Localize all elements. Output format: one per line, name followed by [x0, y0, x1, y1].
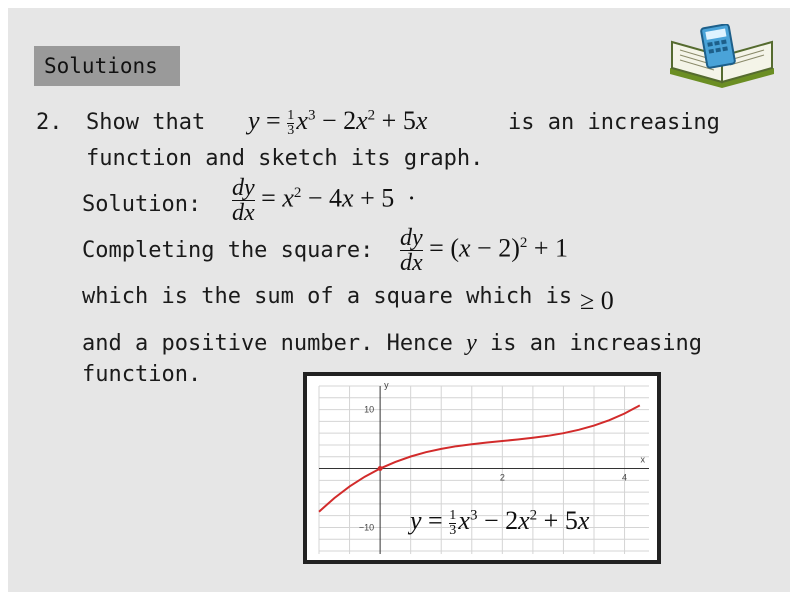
show-that-text: Show that	[86, 110, 206, 135]
solution-label: Solution:	[82, 192, 202, 217]
origin-point	[378, 466, 383, 471]
increasing-text: is an increasing	[508, 110, 720, 135]
y-tick-label: 10	[364, 404, 375, 415]
item-number: 2.	[36, 110, 63, 135]
sketch-text: function and sketch its graph.	[86, 146, 484, 171]
positive-text: and a positive number. Hence y is an increasing	[82, 330, 702, 356]
x-tick-label: 2	[499, 472, 505, 483]
solutions-label: Solutions	[44, 54, 158, 78]
y-tick-label: −10	[358, 522, 375, 533]
completing-label: Completing the square:	[82, 238, 374, 263]
function-text: function.	[82, 362, 202, 387]
derivative-equation: $\frac{dy}{dx}$ = $x^2 - 4x + 5$ ·	[232, 175, 416, 226]
sum-text: which is the sum of a square which is	[82, 284, 573, 309]
solutions-badge	[34, 46, 180, 86]
completed-square-equation: $\frac{dy}{dx}$ = $(x - 2)^2 + 1$	[400, 225, 569, 276]
y-axis-label: y	[384, 380, 389, 390]
graph-equation-label: y = $\frac{1}{3}$ $x^3 - 2x^2 + 5x$	[410, 506, 590, 538]
function-equation: y = $\frac{1}{3}$ $x^3 - 2x^2 + 5x$	[248, 106, 428, 138]
x-tick-label: 4	[622, 472, 628, 483]
calculator-on-book-icon	[666, 24, 778, 90]
nonnegative-expression: ≥ 0	[580, 286, 614, 315]
x-axis-label: x	[640, 454, 645, 465]
